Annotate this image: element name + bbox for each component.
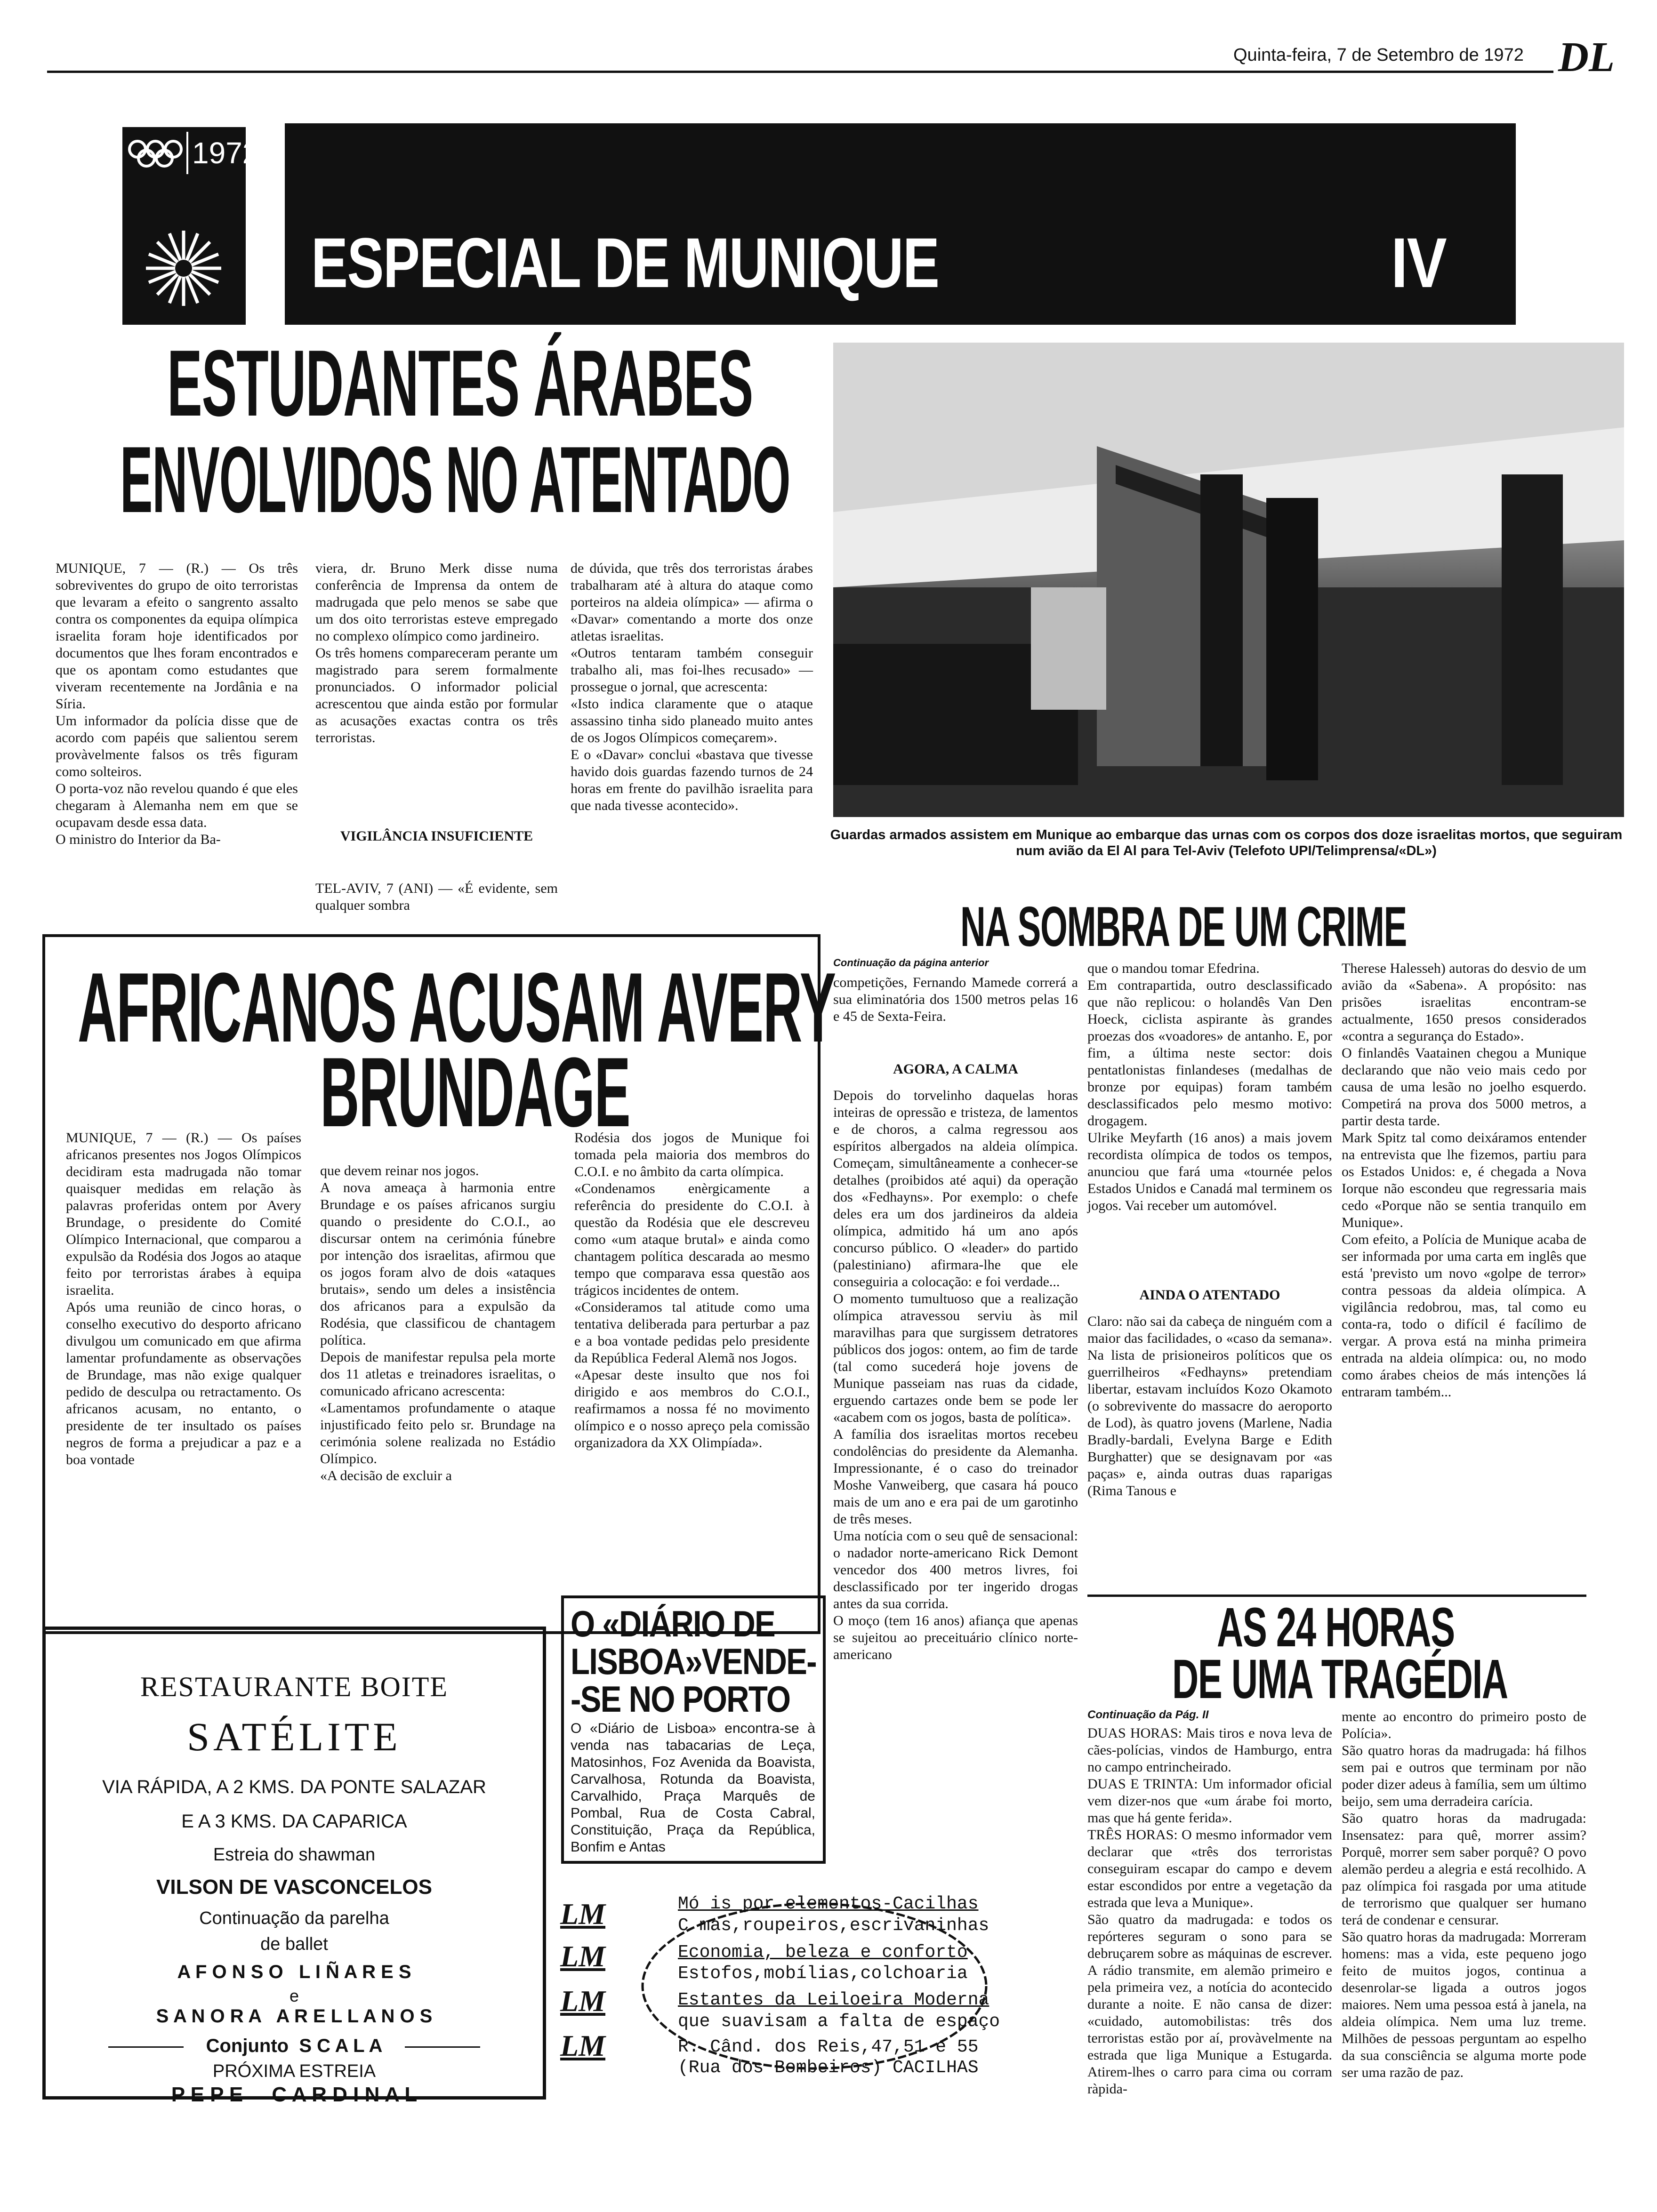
satelite-line-1: RESTAURANTE BOITE	[140, 1671, 449, 1702]
article4-continuation: Continuação da Pág. II	[1087, 1708, 1209, 1721]
satelite-line-6: VILSON DE VASCONCELOS	[156, 1875, 432, 1899]
olympic-year: 1972	[192, 136, 259, 170]
banner-title: ESPECIAL DE MUNIQUE	[311, 223, 939, 302]
lm-line-4: Estofos,mobílias,colchoaria	[678, 1964, 968, 1984]
photo-caption: Guardas armados assistem em Munique ao embarque das urnas com os corpos dos doze israelitas mortos, que seguiram num avião da El Al para Tel-Aviv (Telefoto UPI/Telimprensa/«DL»)	[830, 827, 1623, 858]
article3-column-1a: competições, Fernando Mamede correrá a sua eliminatória dos 1500 metros pelas 16 e 45 de Sexta-Feira.	[833, 975, 1078, 1024]
article2-column-1: MUNIQUE, 7 — (R.) — Os países africanos presentes nos Jogos Olímpicos decidiram esta madrugada não tomar quaisquer medidas em relação às palavras proferidas ontem por Avery Brundage, o presidente do Comité Olímpico Internacional, que comparou a expulsão da Rodésia dos Jogos ao ataque feito por terroristas árabes à equipa israelita. Após uma reunião de cinco horas, o conselho executivo do desporto africano divulgou um comunicado em que afirma lamentar profundamente as observações de Brundage, mas não exige qualquer pedido de desculpa ou retractamento. Os africanos acusam, no entanto, o presidente de ter insultado os países negros de forma a prejudicar a paz e a boa vontade	[66, 1130, 301, 1467]
article3-subhead-1: AGORA, A CALMA	[893, 1061, 1018, 1077]
porto-text: O «Diário de Lisboa» encontra-se à venda nas tabacarias de Leça, Matosinhos, Foz Avenida da Boavista, Carvalhosa, Rotunda da Boavista, Carvalhido, Praça Marquês de Pombal, Rua de Costa Cabral, Constituição, Praça da República, Bonfim e Antas	[571, 1721, 815, 1855]
article1-column-2-after: TEL-AVIV, 7 (ANI) — «É evidente, sem qualquer sombra	[315, 881, 558, 913]
olympic-logo	[122, 127, 259, 325]
lm-line-5: Estantes da Leiloeira Moderna	[678, 1990, 989, 2010]
article3-headline: NA SOMBRA DE UM CRIME	[960, 895, 1407, 958]
article1-headline-line1: ESTUDANTES ÁRABES	[167, 331, 753, 436]
lm-line-1: Mó is por elementos-Cacilhas	[678, 1894, 979, 1914]
lm-line-3: Economia, beleza e conforto	[678, 1942, 968, 1963]
lm-line-8: (Rua dos Bombeiros) CACILHAS	[678, 2058, 979, 2078]
lm-ad	[560, 1887, 1073, 2085]
article1-headline-line2: ENVOLVIDOS NO ATENTADO	[120, 427, 790, 532]
satelite-rule-right	[405, 2046, 480, 2048]
lm-line-2: C mas,roupeiros,escrivaninhas	[678, 1915, 989, 1936]
lm-line-7: R. Când. dos Reis,47,51 e 55	[678, 2037, 979, 2057]
satelite-line-10: e	[289, 1986, 299, 2005]
article4-column-2: mente ao encontro do primeiro posto de Polícia». São quatro horas da madrugada: há filhos sem pai e outros que terminam por não poder dizer adeus à família, sem um último beijo, sem uma derradeira carícia. São quatro horas da madrugada: Insensatez: para quê, morrer assim? Porquê, morrer sem saber porquê? O povo alemão perdeu a alegria e está recolhido. A paz olímpica foi rasgada por uma atitude de terrorismo que qualquer ser humano terá de condenar e censurar. São quatro horas da madrugada: Morreram homens: mas a vida, este pequeno jogo feito de muitos jogos, continua a desenrolar-se ligada a outros jogos maiores. Nem uma pessoa está à janela, na aldeia olímpica. Nem uma luz treme. Milhões de pessoas perguntam ao espelho da sua consciência se alguma morte pode ser uma razão de paz.	[1342, 1709, 1586, 2080]
lm-logo-2: LM	[560, 1940, 605, 1973]
special-banner	[285, 123, 1516, 325]
article1-subhead: VIGILÂNCIA INSUFICIENTE	[340, 828, 533, 844]
satelite-line-11: S A N O R A A R E L L A N O S	[156, 2006, 433, 2027]
issue-date: Quinta-feira, 7 de Setembro de 1972	[1233, 45, 1524, 65]
satelite-line-8: de ballet	[260, 1934, 328, 1954]
article3-continuation: Continuação da página anterior	[833, 957, 989, 969]
satelite-line-5: Estreia do shawman	[213, 1845, 376, 1865]
banner-roman-numeral: IV	[1391, 223, 1447, 302]
satelite-line-4: E A 3 KMS. DA CAPARICA	[181, 1811, 407, 1832]
satelite-line-14: P E P E C A R D I N A L	[171, 2083, 418, 2106]
article4-headline-line1: AS 24 HORAS	[1217, 1596, 1455, 1659]
article2-headline-line1: AFRICANOS ACUSAM AVERY	[78, 952, 836, 1063]
article1-column-1: MUNIQUE, 7 — (R.) — Os três sobreviventes do grupo de oito terroristas que levaram a efeito o sangrento assalto contra os componentes da equipa olímpica israelita foram hoje identificados por documentos que lhes foram encontrados e que os apontam como estudantes que viveram recentemente na Jordânia e na Síria. Um informador da polícia disse que de acordo com papéis que salientou serem provàvelmente falsos os três figuram como solteiros. O porta-voz não revelou quando é que eles chegaram à Alemanha nem em que se ocupavam desde essa data. O ministro do Interior da Ba-	[56, 561, 298, 847]
article3-column-3: Therese Halesseh) autoras do desvio de um avião da «Sabena». A propósito: nas prisões israelitas encontram-se actualmente, 1650 presos considerados «contra a segurança do Estado». O finlandês Vaatainen chegou a Munique declarando que não veio mais cedo por causa de uma lesão no joelho esquerdo. Competirá na prova dos 5000 metros, a partir desta tarde. Mark Spitz tal como deixáramos entender na entrevista que lhe fizemos, partiu para os Estados Unidos: e, é chegada a Nova Iorque não escondeu que regressaria mais cedo «Porque não se sentia tranquilo em Munique». Com efeito, a Polícia de Munique acaba de ser informada por uma carta em inglês que está 'previsto um novo «golpe de terror» contra pessoas da aldeia olímpica. A vigilância redobrou, mas, tal como eu conta-ra, todo o difícil é facílimo de vergar. A prova está na minha primeira entrada na aldeia olímpica: ou, no modo como árabes cheios de más intenções lá entraram também...	[1342, 961, 1586, 1400]
article2-column-2: que devem reinar nos jogos. A nova ameaça à harmonia entre Brundage e os países africanos surgiu quando o presidente do C.O.I., ao discursar ontem na cerimónia fúnebre por intenção dos israelitas, afirmou que os jogos foram alvo de dois «ataques brutais», sendo um deles a insistência dos africanos para a expulsão da Rodésia, que classificou de chantagem política. Depois de manifestar repulsa pela morte dos 11 atletas e treinadores israelitas, o comunicado africano acrescenta: «Lamentamos profundamente o ataque injustificado feito pelo sr. Brundage na cerimónia solene realizada no Estádio Olímpico. «A decisão de excluir a	[320, 1163, 555, 1483]
article4-headline-line2: DE UMA TRAGÉDIA	[1172, 1648, 1508, 1710]
satelite-line-7: Continuação da parelha	[199, 1908, 389, 1928]
article3-subhead-2: AINDA O ATENTADO	[1139, 1287, 1280, 1303]
news-photo	[833, 343, 1624, 817]
article2-column-3: Rodésia dos jogos de Munique foi tomada pela maioria dos membros do C.O.I. e no âmbito da carta olímpica. «Condenamos enèrgicamente a referência do presidente do C.O.I. à questão da Rodésia que ele descreveu como «um ataque brutal» e ainda como chantagem política descarada ao mesmo tempo que comparava essa questão aos trágicos incidentes de ontem. «Consideramos tal atitude como uma tentativa deliberada para perturbar a paz e a boa vontade pedidas pelo presidente da República Federal Alemã nos Jogos. «Apesar deste insulto que nos foi dirigido e aos membros do C.O.I., reafirmamos a nossa fé no movimento olímpico e o nosso apreço pela comissão organizadora da XX Olimpíada».	[574, 1130, 810, 1451]
lm-logo-4: LM	[560, 2029, 605, 2062]
porto-headline-line1: O «DIÁRIO DE	[571, 1603, 775, 1644]
article2-headline-line2: BRUNDAGE	[320, 1037, 630, 1147]
lm-logo-1: LM	[560, 1897, 605, 1931]
header-rule	[47, 71, 1553, 73]
munich-spiral-icon	[141, 226, 226, 313]
article3-column-1b: Depois do torvelinho daquelas horas inteiras de opressão e tristeza, de lamentos e de choros, a calma regressou aos espíritos albergados na aldeia olímpica. Começam, simultâneamente a conhecer-se detalhes (proibidos até aqui) da operação dos «Fedhayns». Por exemplo: o chefe deles era um dos jardineiros da aldeia olímpica, admitido há um ano após concurso público. O «leader» do partido (palestiniano) afirmara-lhe que ele conseguiria a colocação: e foi verdade... O momento tumultuoso que a realização olímpica atravessou serviu às mil maravilhas para que surgissem detratores públicos dos jogos: ontem, ao fim de tarde (tal como sucederá hoje jovens de Munique passeiam nas ruas da cidade, erguendo cartazes onde bem se pode ler «acabem com os jogos, basta de política». A família dos israelitas mortos recebeu condolências do presidente da Alemanha. Impressionante, é o caso do treinador Moshe Vanweiberg, que casara há pouco mais de um ano e era pai de um garotinho de três meses. Uma notícia com o seu quê de sensacional: o nadador norte-americano Rick Demont vencedor dos 400 metros livres, foi desclassificado por ter ingerido drogas antes da sua corrida. O moço (tem 16 anos) afiança que apenas se sujeitou ao preceituário clínico norte-americano	[833, 1088, 1078, 1662]
photo-scene-icon	[833, 343, 1624, 817]
article1-column-2: viera, dr. Bruno Merk disse numa conferência de Imprensa da ontem de madrugada que pelo menos se sabe que um dos oito terroristas esteve empregado no complexo olímpico como jardineiro. Os três homens compareceram perante um magistrado para serem formalmente pronunciados. O informador policial acrescentou que ainda estão por formular as acusações exactas contra os três terroristas.	[315, 561, 558, 745]
porto-headline-line2: LISBOA»VENDE-	[571, 1641, 816, 1682]
article1-column-3: de dúvida, que três dos terroristas árabes trabalharam até à altura do ataque como porteiros na aldeia olímpica» — afirma o «Davar» comentando a morte dos onze atletas israelitas. «Outros tentaram também conseguir trabalho ali, mas foi-lhes recusado» — prossegue o jornal, que acrescenta: «Isto indica claramente que o ataque assassino tinha sido planeado muito antes de os Jogos Olímpicos começarem». E o «Davar» conclui «bastava que tivesse havido dois guardas fazendo turnos de 24 horas em frente do pavilhão israelita para que nada tivesse acontecido».	[571, 561, 813, 813]
satelite-line-3: VIA RÁPIDA, A 2 KMS. DA PONTE SALAZAR	[102, 1777, 486, 1797]
lm-logo-3: LM	[560, 1984, 605, 2018]
porto-headline-line3: -SE NO PORTO	[571, 1678, 790, 1720]
newspaper-logo: DL	[1558, 34, 1615, 80]
satelite-line-12: Conjunto S C A L A	[206, 2036, 383, 2056]
lm-line-6: que suavisam a falta de espaço	[678, 2012, 1000, 2032]
article3-column-2b: Claro: não sai da cabeça de ninguém com a maior das facilidades, o «caso da semana». Na lista de prisioneiros políticos que os guerrilheiros «Fedhayns» pretendiam libertar, estavam incluídos Kozo Okamoto (o sobrevivente do massacre do aeroporto de Lod), às quatro jovens (Marlene, Nadia Bradly-bardali, Evelyna Barge e Edith Burghatter) que se designavam por «as paças» e, ainda outras duas raparigas (Rima Tanous e	[1087, 1314, 1332, 1499]
satelite-line-9: A F O N S O L I Ñ A R E S	[177, 1962, 411, 1982]
article3-column-2a: que o mandou tomar Efedrina. Em contrapartida, outro desclassificado que não replicou: o holandês Van Den Hoeck, ciclista aspirante às grandes proezas dos «voadores» de antanho. E, por fim, a última neste sector: dois pentatlonistas finlandeses (medalhas de bronze por equipas) foram também desclassificados pelo mesmo motivo: drogagem. Ulrike Meyfarth (16 anos) a mais jovem recordista olímpica de todos os tempos, anunciou que fará uma «tournée pelos Estados Unidos e Canadá mal terminem os jogos. Vai receber um automóvel.	[1087, 961, 1332, 1213]
article4-column-1: DUAS HORAS: Mais tiros e nova leva de cães-polícias, vindos de Hamburgo, entra no campo entrincheirado. DUAS E TRINTA: Um informador oficial vem dizer-nos que «um árabe foi morto, mas que há gente ferida». TRÊS HORAS: O mesmo informador vem declarar que «três dos terroristas conseguiram escapar do campo e devem estar escondidos por entre a vegetação da estrada que leva a Munique». São quatro da madrugada: e todos os repórteres seguram o sono para se debruçarem sobre as máquinas de escrever. A rádio transmite, em alemão primeiro e pela primeira vez, a notícia do acontecido durante a noite. E não cansa de dizer: «cuidado, automobilistas: três dos terroristas estão por aí, provàvelmente na estrada que liga Munique a Estugarda. Atirem-lhes o carro para cima ou corram ràpida-	[1087, 1725, 1332, 2097]
olympic-rings-icon	[127, 137, 184, 173]
satelite-line-2: SATÉLITE	[187, 1714, 402, 1759]
satelite-line-13: PRÓXIMA ESTREIA	[212, 2061, 376, 2081]
